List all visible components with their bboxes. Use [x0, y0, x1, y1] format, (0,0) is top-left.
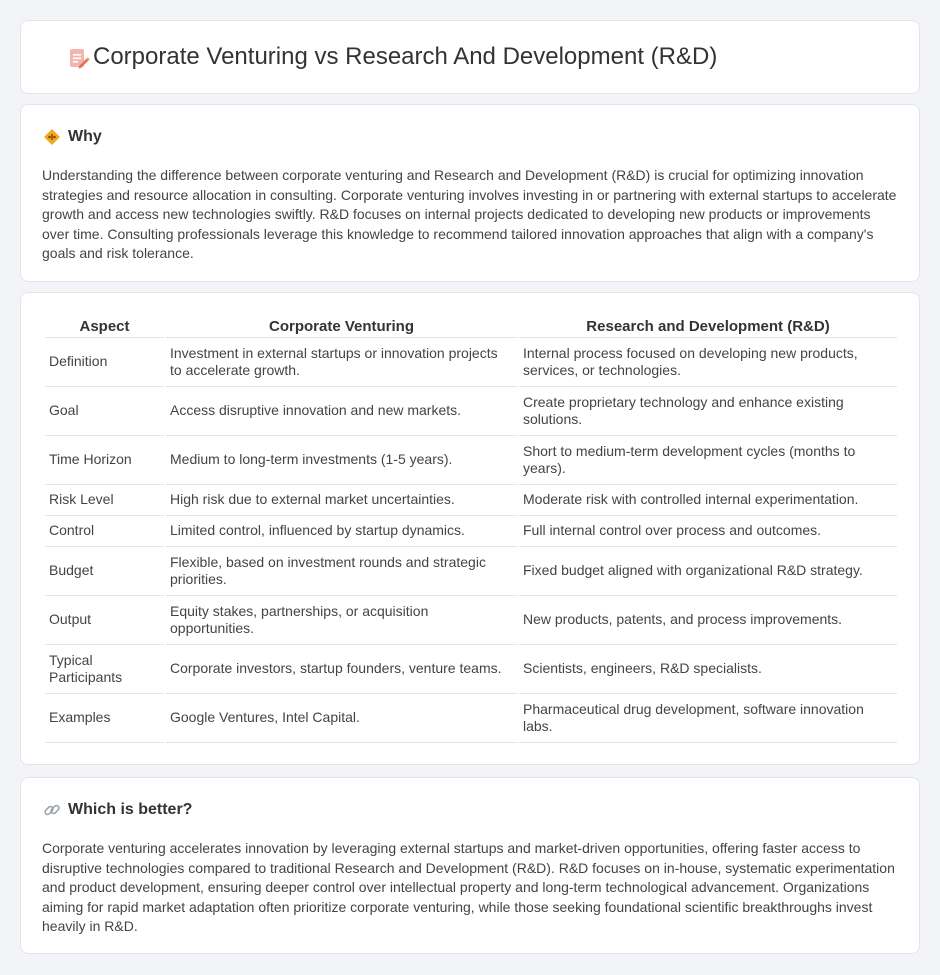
row-corporate-venturing: Equity stakes, partnerships, or acquisition opportunities. — [166, 596, 517, 645]
why-section — [20, 104, 920, 282]
title-card — [20, 20, 920, 94]
comparison-table — [43, 314, 899, 743]
row-aspect: Output — [45, 596, 164, 645]
table-row — [45, 436, 897, 485]
table-row — [45, 485, 897, 516]
table-header-row — [45, 314, 897, 338]
comparison-table-card — [20, 292, 920, 765]
row-aspect: Definition — [45, 338, 164, 387]
row-corporate-venturing: Limited control, influenced by startup dynamics. — [166, 516, 517, 547]
row-aspect: Budget — [45, 547, 164, 596]
header-rnd: Research and Development (R&D) — [519, 314, 897, 338]
why-heading-row — [43, 128, 102, 146]
row-aspect: Typical Participants — [45, 645, 164, 694]
row-rnd: Short to medium-term development cycles (months to years). — [519, 436, 897, 485]
link-icon — [43, 801, 61, 819]
row-aspect: Time Horizon — [45, 436, 164, 485]
header-corporate-venturing: Corporate Venturing — [166, 314, 517, 338]
table-row — [45, 516, 897, 547]
which-heading-row — [43, 801, 192, 819]
row-aspect: Control — [45, 516, 164, 547]
table-row — [45, 547, 897, 596]
row-rnd: Moderate risk with controlled internal experimentation. — [519, 485, 897, 516]
row-rnd: Internal process focused on developing new products, services, or technologies. — [519, 338, 897, 387]
table-row — [45, 694, 897, 743]
page-title: Corporate Venturing vs Research And Development (R&D) — [93, 43, 718, 70]
row-rnd: Scientists, engineers, R&D specialists. — [519, 645, 897, 694]
row-rnd: Full internal control over process and outcomes. — [519, 516, 897, 547]
row-aspect: Goal — [45, 387, 164, 436]
row-corporate-venturing: Investment in external startups or innovation projects to accelerate growth. — [166, 338, 517, 387]
table-row — [45, 338, 897, 387]
which-section — [20, 777, 920, 954]
row-corporate-venturing: High risk due to external market uncertainties. — [166, 485, 517, 516]
row-corporate-venturing: Medium to long-term investments (1-5 years). — [166, 436, 517, 485]
why-text: Understanding the difference between corporate venturing and Research and Development (R&D) is crucial for optimizing innovation strategies and resource allocation in consulting. Corporate venturing involves investing in or partnering with external startups to accelerate growth and access new technologies swiftly. R&D focuses on internal projects dedicated to developing new products or improvements over time. Consulting professionals leverage this knowledge to recommend tailored innovation approaches that align with a company's goals and risk tolerance. — [42, 167, 897, 262]
row-rnd: Pharmaceutical drug development, software innovation labs. — [519, 694, 897, 743]
table-row — [45, 596, 897, 645]
document-edit-icon — [68, 48, 90, 70]
row-aspect: Risk Level — [45, 485, 164, 516]
table-row — [45, 387, 897, 436]
header-aspect: Aspect — [45, 314, 164, 338]
why-heading: Why — [68, 128, 102, 145]
table-row — [45, 645, 897, 694]
row-corporate-venturing: Google Ventures, Intel Capital. — [166, 694, 517, 743]
which-heading: Which is better? — [68, 801, 193, 818]
row-rnd: New products, patents, and process improvements. — [519, 596, 897, 645]
which-text: Corporate venturing accelerates innovation by leveraging external startups and market-driven opportunities, offering faster access to disruptive technologies compared to traditional Research and Development (R&D). R&D focuses on in-house, systematic experimentation and product development, ensuring deeper control over intellectual property and long-term technological advancement. Organizations aiming for rapid market adaptation often prioritize corporate venturing, while those seeking foundational scientific breakthroughs invest heavily in R&D. — [42, 840, 895, 935]
row-rnd: Fixed budget aligned with organizational R&D strategy. — [519, 547, 897, 596]
row-corporate-venturing: Flexible, based on investment rounds and strategic priorities. — [166, 547, 517, 596]
diamond-sign-icon — [43, 128, 61, 146]
row-rnd: Create proprietary technology and enhance existing solutions. — [519, 387, 897, 436]
row-corporate-venturing: Corporate investors, startup founders, venture teams. — [166, 645, 517, 694]
row-corporate-venturing: Access disruptive innovation and new markets. — [166, 387, 517, 436]
row-aspect: Examples — [45, 694, 164, 743]
